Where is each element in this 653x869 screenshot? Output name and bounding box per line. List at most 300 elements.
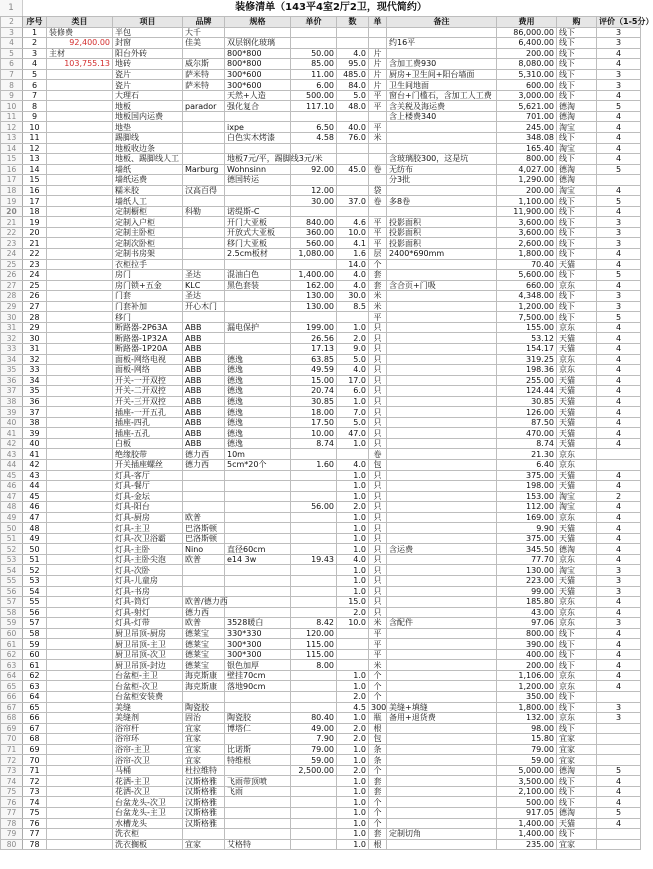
cell-spec[interactable]	[225, 343, 291, 354]
cell-qty[interactable]	[337, 38, 369, 49]
cell-buy[interactable]: 线下	[557, 206, 597, 217]
cell-cost[interactable]: 400.00	[497, 649, 557, 660]
cell-cost[interactable]: 70.40	[497, 259, 557, 270]
cell-price[interactable]	[291, 523, 337, 534]
cell-unit[interactable]: 根	[369, 723, 387, 734]
cell-price[interactable]	[291, 839, 337, 850]
cell-no[interactable]: 45	[23, 491, 47, 502]
cell-rate[interactable]: 4	[597, 512, 641, 523]
cell-qty[interactable]: 2.0	[337, 692, 369, 703]
cell-no[interactable]: 44	[23, 481, 47, 492]
cell-qty[interactable]: 47.0	[337, 428, 369, 439]
cell-unit[interactable]: 只	[369, 597, 387, 608]
cell-price[interactable]: 8.42	[291, 618, 337, 629]
cell-buy[interactable]: 线下	[557, 301, 597, 312]
cell-price[interactable]: 59.00	[291, 755, 337, 766]
cell-rate[interactable]: 5	[597, 101, 641, 112]
cell-cost[interactable]: 3,600.00	[497, 217, 557, 228]
cell-no[interactable]: 18	[23, 206, 47, 217]
cell-rate[interactable]: 3	[597, 80, 641, 91]
cell-unit[interactable]: 个	[369, 692, 387, 703]
cell-price[interactable]: 17.50	[291, 417, 337, 428]
cell-brand[interactable]: KLC	[183, 280, 225, 291]
cell-cost[interactable]: 800.00	[497, 154, 557, 165]
cell-rate[interactable]: 5	[597, 765, 641, 776]
cell-note[interactable]: 含上楼费340	[387, 111, 497, 122]
cell-price[interactable]: 4.58	[291, 133, 337, 144]
cell-price[interactable]	[291, 776, 337, 787]
cell-cat[interactable]	[47, 249, 113, 260]
cell-brand[interactable]	[183, 692, 225, 703]
cell-spec[interactable]: 漏电保护	[225, 322, 291, 333]
header-cell[interactable]: 序号	[23, 17, 47, 28]
cell-rate[interactable]: 4	[597, 154, 641, 165]
cell-unit[interactable]: 只	[369, 554, 387, 565]
cell-buy[interactable]: 线下	[557, 797, 597, 808]
cell-unit[interactable]: 个	[369, 681, 387, 692]
cell-item[interactable]: 糯米胶	[113, 185, 183, 196]
cell-cost[interactable]: 200.00	[497, 185, 557, 196]
cell-cat[interactable]	[47, 692, 113, 703]
cell-brand[interactable]: 宜家	[183, 734, 225, 745]
cell-brand[interactable]: 陶瓷胶	[183, 702, 225, 713]
cell-cat[interactable]	[47, 544, 113, 555]
cell-cost[interactable]: 5,310.00	[497, 69, 557, 80]
cell-price[interactable]: 50.00	[291, 48, 337, 59]
cell-item[interactable]: 定制次卧柜	[113, 238, 183, 249]
cell-no[interactable]: 59	[23, 639, 47, 650]
cell-cat[interactable]	[47, 386, 113, 397]
cell-price[interactable]	[291, 111, 337, 122]
cell-spec[interactable]: 移门大亚板	[225, 238, 291, 249]
cell-rate[interactable]: 2	[597, 491, 641, 502]
cell-price[interactable]: 17.13	[291, 343, 337, 354]
cell-price[interactable]	[291, 27, 337, 38]
cell-item[interactable]: 灯具-主卫	[113, 523, 183, 534]
cell-note[interactable]	[387, 523, 497, 534]
cell-buy[interactable]: 线下	[557, 723, 597, 734]
cell-qty[interactable]: 1.0	[337, 829, 369, 840]
cell-brand[interactable]	[183, 481, 225, 492]
cell-cost[interactable]: 375.00	[497, 470, 557, 481]
cell-cost[interactable]: 1,400.00	[497, 818, 557, 829]
cell-qty[interactable]	[337, 111, 369, 122]
cell-cat[interactable]	[47, 122, 113, 133]
cell-spec[interactable]	[225, 333, 291, 344]
cell-spec[interactable]	[225, 312, 291, 323]
cell-price[interactable]	[291, 670, 337, 681]
cell-unit[interactable]: 套	[369, 829, 387, 840]
cell-cat[interactable]	[47, 797, 113, 808]
cell-rate[interactable]: 4	[597, 533, 641, 544]
cell-spec[interactable]: 800*800	[225, 59, 291, 70]
cell-no[interactable]: 37	[23, 407, 47, 418]
cell-no[interactable]: 77	[23, 829, 47, 840]
cell-note[interactable]	[387, 438, 497, 449]
cell-no[interactable]: 27	[23, 301, 47, 312]
cell-spec[interactable]: 陶瓷胶	[225, 713, 291, 724]
cell-spec[interactable]	[225, 196, 291, 207]
cell-spec[interactable]	[225, 291, 291, 302]
cell-cost[interactable]: 30.85	[497, 396, 557, 407]
cell-spec[interactable]	[225, 818, 291, 829]
cell-price[interactable]	[291, 808, 337, 819]
cell-buy[interactable]: 天猫	[557, 375, 597, 386]
cell-rate[interactable]: 4	[597, 502, 641, 513]
cell-unit[interactable]: 条	[369, 744, 387, 755]
cell-unit[interactable]: 卷	[369, 449, 387, 460]
cell-item[interactable]: 灯具-主卧尖泡	[113, 554, 183, 565]
cell-cat[interactable]	[47, 417, 113, 428]
cell-qty[interactable]: 17.0	[337, 375, 369, 386]
cell-unit[interactable]: 只	[369, 586, 387, 597]
cell-brand[interactable]	[183, 470, 225, 481]
cell-spec[interactable]: 混油白色	[225, 270, 291, 281]
cell-item[interactable]: 墙纸运费	[113, 175, 183, 186]
cell-no[interactable]: 17	[23, 196, 47, 207]
cell-note[interactable]: 投影面积	[387, 238, 497, 249]
cell-item[interactable]: 大理石	[113, 90, 183, 101]
cell-note[interactable]: 投影面积	[387, 217, 497, 228]
cell-note[interactable]	[387, 312, 497, 323]
cell-unit[interactable]: 套	[369, 776, 387, 787]
cell-buy[interactable]: 线下	[557, 270, 597, 281]
cell-buy[interactable]: 天猫	[557, 523, 597, 534]
cell-buy[interactable]: 天猫	[557, 481, 597, 492]
cell-cat[interactable]	[47, 786, 113, 797]
cell-unit[interactable]: 只	[369, 417, 387, 428]
cell-brand[interactable]: 宜家	[183, 744, 225, 755]
cell-qty[interactable]: 2.0	[337, 333, 369, 344]
cell-buy[interactable]: 淘宝	[557, 122, 597, 133]
cell-cost[interactable]: 255.00	[497, 375, 557, 386]
cell-rate[interactable]: 3	[597, 575, 641, 586]
cell-item[interactable]: 马桶	[113, 765, 183, 776]
cell-qty[interactable]: 5.0	[337, 417, 369, 428]
cell-unit[interactable]: 只	[369, 502, 387, 513]
cell-item[interactable]: 绝缘胶带	[113, 449, 183, 460]
cell-qty[interactable]	[337, 639, 369, 650]
cell-item[interactable]: 断路器-1P20A	[113, 343, 183, 354]
cell-unit[interactable]: 个	[369, 808, 387, 819]
cell-rate[interactable]: 4	[597, 206, 641, 217]
cell-brand[interactable]: 萨米特	[183, 69, 225, 80]
cell-cost[interactable]: 79.00	[497, 744, 557, 755]
cell-unit[interactable]: 平	[369, 628, 387, 639]
cell-no[interactable]: 12	[23, 143, 47, 154]
cell-qty[interactable]: 485.0	[337, 69, 369, 80]
cell-rate[interactable]: 4	[597, 375, 641, 386]
cell-price[interactable]	[291, 786, 337, 797]
cell-item[interactable]: 浴帘环	[113, 734, 183, 745]
cell-unit[interactable]: 包	[369, 734, 387, 745]
cell-price[interactable]	[291, 38, 337, 49]
cell-cat[interactable]	[47, 649, 113, 660]
cell-cat[interactable]	[47, 575, 113, 586]
cell-cat[interactable]	[47, 607, 113, 618]
cell-buy[interactable]: 宜家	[557, 734, 597, 745]
cell-buy[interactable]: 淘宝	[557, 565, 597, 576]
cell-no[interactable]: 25	[23, 280, 47, 291]
cell-spec[interactable]: 特维根	[225, 755, 291, 766]
cell-cat[interactable]	[47, 69, 113, 80]
cell-cat[interactable]	[47, 660, 113, 671]
cell-spec[interactable]	[225, 481, 291, 492]
cell-item[interactable]: 浴帘杆	[113, 723, 183, 734]
cell-qty[interactable]: 1.0	[337, 470, 369, 481]
cell-cat[interactable]	[47, 90, 113, 101]
header-cell[interactable]: 费用	[497, 17, 557, 28]
cell-spec[interactable]	[225, 607, 291, 618]
cell-cost[interactable]: 1,800.00	[497, 702, 557, 713]
cell-unit[interactable]: 个	[369, 670, 387, 681]
cell-item[interactable]: 厨卫吊顶-次卫	[113, 649, 183, 660]
cell-rate[interactable]: 4	[597, 322, 641, 333]
cell-qty[interactable]: 1.0	[337, 512, 369, 523]
cell-spec[interactable]: 10m	[225, 449, 291, 460]
cell-buy[interactable]: 宜家	[557, 755, 597, 766]
cell-note[interactable]	[387, 375, 497, 386]
cell-item[interactable]: 灯具-儿童房	[113, 575, 183, 586]
cell-spec[interactable]: 壁挂70cm	[225, 670, 291, 681]
cell-qty[interactable]: 1.0	[337, 808, 369, 819]
cell-qty[interactable]	[337, 185, 369, 196]
cell-item[interactable]: 衣柜拉手	[113, 259, 183, 270]
cell-buy[interactable]: 线下	[557, 628, 597, 639]
cell-spec[interactable]: 比诺斯	[225, 744, 291, 755]
cell-price[interactable]: 8.00	[291, 660, 337, 671]
cell-spec[interactable]: 地板7元/平，踢脚线3元/米	[225, 154, 291, 165]
cell-brand[interactable]	[183, 111, 225, 122]
cell-no[interactable]: 14	[23, 164, 47, 175]
cell-buy[interactable]: 线下	[557, 786, 597, 797]
cell-cost[interactable]: 223.00	[497, 575, 557, 586]
cell-rate[interactable]: 4	[597, 660, 641, 671]
cell-brand[interactable]: ABB	[183, 375, 225, 386]
cell-buy[interactable]: 德淘	[557, 544, 597, 555]
cell-qty[interactable]: 1.0	[337, 575, 369, 586]
cell-item[interactable]: 插座-五孔	[113, 428, 183, 439]
cell-spec[interactable]: 300*300	[225, 649, 291, 660]
cell-buy[interactable]: 线下	[557, 133, 597, 144]
cell-buy[interactable]: 线下	[557, 829, 597, 840]
cell-unit[interactable]	[369, 111, 387, 122]
cell-cost[interactable]: 155.00	[497, 322, 557, 333]
cell-cost[interactable]: 77.70	[497, 554, 557, 565]
cell-rate[interactable]: 4	[597, 280, 641, 291]
cell-buy[interactable]: 天猫	[557, 533, 597, 544]
cell-item[interactable]: 厨卫吊顶-封边	[113, 660, 183, 671]
cell-unit[interactable]: 只	[369, 481, 387, 492]
cell-qty[interactable]: 14.0	[337, 259, 369, 270]
cell-no[interactable]: 32	[23, 354, 47, 365]
cell-no[interactable]: 47	[23, 512, 47, 523]
cell-cost[interactable]: 87.50	[497, 417, 557, 428]
cell-cost[interactable]: 2,600.00	[497, 238, 557, 249]
cell-rate[interactable]: 4	[597, 776, 641, 787]
cell-note[interactable]	[387, 459, 497, 470]
cell-cost[interactable]: 8.74	[497, 438, 557, 449]
cell-cost[interactable]: 5,000.00	[497, 765, 557, 776]
cell-item[interactable]: 灯具-厨房	[113, 512, 183, 523]
cell-spec[interactable]: 德逸	[225, 407, 291, 418]
cell-spec[interactable]: 德逸	[225, 417, 291, 428]
cell-item[interactable]: 开关-三开双控	[113, 396, 183, 407]
cell-item[interactable]: 定制书房架	[113, 249, 183, 260]
cell-item[interactable]: 插座-一开五孔	[113, 407, 183, 418]
cell-brand[interactable]: ABB	[183, 322, 225, 333]
cell-no[interactable]: 64	[23, 692, 47, 703]
cell-note[interactable]	[387, 565, 497, 576]
cell-item[interactable]: 地砖	[113, 59, 183, 70]
cell-cat[interactable]	[47, 238, 113, 249]
cell-brand[interactable]	[183, 259, 225, 270]
cell-qty[interactable]: 5.0	[337, 90, 369, 101]
cell-note[interactable]	[387, 27, 497, 38]
cell-buy[interactable]: 京东	[557, 449, 597, 460]
cell-item[interactable]: 瓷片	[113, 80, 183, 91]
cell-buy[interactable]: 线下	[557, 660, 597, 671]
cell-cat[interactable]	[47, 206, 113, 217]
cell-item[interactable]: 移门	[113, 312, 183, 323]
cell-cat[interactable]	[47, 375, 113, 386]
cell-spec[interactable]: 银色加厚	[225, 660, 291, 671]
cell-spec[interactable]	[225, 565, 291, 576]
cell-price[interactable]: 7.90	[291, 734, 337, 745]
cell-price[interactable]	[291, 533, 337, 544]
cell-cost[interactable]: 917.05	[497, 808, 557, 819]
cell-price[interactable]: 63.85	[291, 354, 337, 365]
cell-qty[interactable]: 6.0	[337, 386, 369, 397]
cell-qty[interactable]: 1.0	[337, 776, 369, 787]
cell-price[interactable]: 199.00	[291, 322, 337, 333]
cell-qty[interactable]: 4.5	[337, 702, 369, 713]
cell-item[interactable]: 灯具-筒灯	[113, 597, 183, 608]
cell-rate[interactable]: 4	[597, 681, 641, 692]
cell-cost[interactable]: 375.00	[497, 533, 557, 544]
cell-no[interactable]: 65	[23, 702, 47, 713]
cell-no[interactable]: 63	[23, 681, 47, 692]
cell-spec[interactable]	[225, 575, 291, 586]
cell-qty[interactable]	[337, 449, 369, 460]
cell-qty[interactable]: 2.0	[337, 607, 369, 618]
cell-cost[interactable]: 6,400.00	[497, 38, 557, 49]
cell-cost[interactable]: 1,290.00	[497, 175, 557, 186]
cell-price[interactable]: 6.50	[291, 122, 337, 133]
cell-brand[interactable]	[183, 575, 225, 586]
cell-item[interactable]: 灯具-灯带	[113, 618, 183, 629]
cell-item[interactable]: 台盆龙头-次卫	[113, 797, 183, 808]
cell-no[interactable]: 76	[23, 818, 47, 829]
cell-qty[interactable]: 4.0	[337, 48, 369, 59]
cell-qty[interactable]: 37.0	[337, 196, 369, 207]
cell-brand[interactable]: 德力西	[183, 449, 225, 460]
cell-rate[interactable]: 4	[597, 90, 641, 101]
cell-qty[interactable]: 1.0	[337, 670, 369, 681]
cell-brand[interactable]: 宜家	[183, 839, 225, 850]
cell-item[interactable]: 灯具-主卧	[113, 544, 183, 555]
cell-unit[interactable]: 卷	[369, 196, 387, 207]
cell-buy[interactable]: 天猫	[557, 417, 597, 428]
cell-rate[interactable]	[597, 744, 641, 755]
cell-cost[interactable]: 390.00	[497, 639, 557, 650]
cell-unit[interactable]: 只	[369, 523, 387, 534]
cell-note[interactable]	[387, 797, 497, 808]
cell-price[interactable]: 11.00	[291, 69, 337, 80]
cell-cost[interactable]: 470.00	[497, 428, 557, 439]
cell-note[interactable]	[387, 597, 497, 608]
cell-no[interactable]: 22	[23, 249, 47, 260]
cell-buy[interactable]: 淘宝	[557, 143, 597, 154]
cell-brand[interactable]: ABB	[183, 354, 225, 365]
cell-note[interactable]	[387, 133, 497, 144]
cell-cat[interactable]	[47, 533, 113, 544]
cell-note[interactable]	[387, 744, 497, 755]
cell-no[interactable]: 20	[23, 227, 47, 238]
cell-price[interactable]: 79.00	[291, 744, 337, 755]
cell-cost[interactable]: 124.44	[497, 386, 557, 397]
cell-spec[interactable]	[225, 143, 291, 154]
cell-price[interactable]: 20.74	[291, 386, 337, 397]
cell-no[interactable]: 42	[23, 459, 47, 470]
cell-cost[interactable]: 9.90	[497, 523, 557, 534]
cell-note[interactable]: 投影面积	[387, 227, 497, 238]
cell-unit[interactable]: 个	[369, 797, 387, 808]
cell-price[interactable]: 130.00	[291, 301, 337, 312]
cell-spec[interactable]	[225, 597, 291, 608]
cell-note[interactable]	[387, 808, 497, 819]
cell-rate[interactable]: 4	[597, 438, 641, 449]
cell-price[interactable]: 1.60	[291, 459, 337, 470]
cell-note[interactable]	[387, 396, 497, 407]
cell-spec[interactable]: 800*800	[225, 48, 291, 59]
cell-spec[interactable]: 天然+人造	[225, 90, 291, 101]
cell-price[interactable]	[291, 470, 337, 481]
cell-buy[interactable]: 线下	[557, 238, 597, 249]
cell-buy[interactable]: 德淘	[557, 765, 597, 776]
cell-note[interactable]	[387, 291, 497, 302]
cell-no[interactable]: 31	[23, 343, 47, 354]
cell-price[interactable]: 19.43	[291, 554, 337, 565]
cell-price[interactable]	[291, 681, 337, 692]
cell-item[interactable]: 开关-一开双控	[113, 375, 183, 386]
cell-no[interactable]: 46	[23, 502, 47, 513]
cell-note[interactable]: 备用+退货费	[387, 713, 497, 724]
cell-brand[interactable]	[183, 249, 225, 260]
cell-qty[interactable]: 1.0	[337, 565, 369, 576]
cell-brand[interactable]: ABB	[183, 386, 225, 397]
cell-cat[interactable]	[47, 154, 113, 165]
cell-cat[interactable]	[47, 818, 113, 829]
cell-note[interactable]	[387, 723, 497, 734]
cell-cat[interactable]	[47, 143, 113, 154]
cell-item[interactable]: 房门	[113, 270, 183, 281]
cell-item[interactable]: 定制入户柜	[113, 217, 183, 228]
cell-spec[interactable]: 300*300	[225, 639, 291, 650]
cell-cat[interactable]: 92,400.00	[47, 38, 113, 49]
cell-price[interactable]: 85.00	[291, 59, 337, 70]
cell-note[interactable]	[387, 755, 497, 766]
cell-qty[interactable]: 1.0	[337, 818, 369, 829]
cell-cost[interactable]: 350.00	[497, 692, 557, 703]
cell-rate[interactable]: 4	[597, 818, 641, 829]
cell-brand[interactable]: 佳美	[183, 38, 225, 49]
cell-note[interactable]: 定制切角	[387, 829, 497, 840]
cell-cost[interactable]: 2,100.00	[497, 786, 557, 797]
cell-rate[interactable]: 4	[597, 259, 641, 270]
cell-brand[interactable]	[183, 586, 225, 597]
cell-note[interactable]	[387, 554, 497, 565]
